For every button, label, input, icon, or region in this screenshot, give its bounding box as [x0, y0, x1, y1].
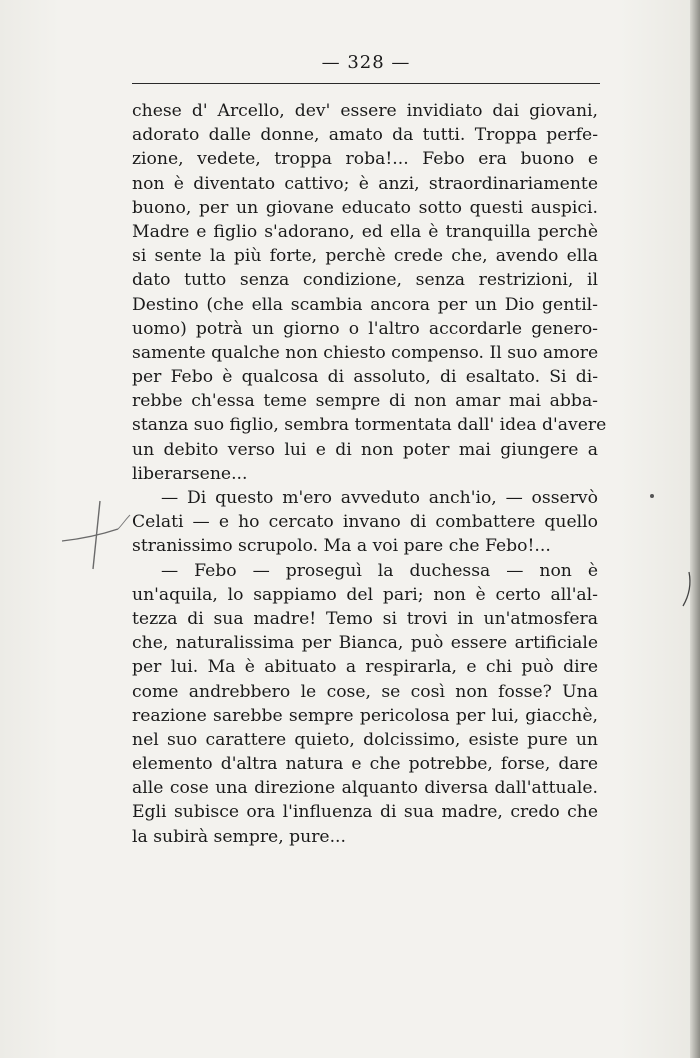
text-line: reazione sarebbe sempre pericolosa per lui, giacchè, — [132, 705, 598, 726]
text-line: Destino (che ella scambia ancora per un Dio gentil- — [132, 294, 598, 315]
text-line: — Febo — proseguì la duchessa — non è — [161, 560, 598, 581]
text-line: un'aquila, lo sappiamo del pari; non è certo all'al- — [132, 584, 598, 605]
text-line: Egli subisce ora l'influenza di sua madre, credo che — [132, 802, 598, 823]
text-line: la subirà sempre, pure... — [132, 826, 346, 847]
text-line: come andrebbero le cose, se così non fosse? Una — [132, 681, 598, 702]
text-line: non è diventato cattivo; è anzi, straordinariamente — [132, 173, 598, 194]
text-line: si sente la più forte, perchè crede che, avendo ella — [132, 246, 598, 267]
text-line: stranissimo scrupolo. Ma a voi pare che Febo!... — [132, 536, 551, 557]
text-line: zione, vedete, troppa roba!... Febo era buono e — [132, 149, 598, 170]
text-line: buono, per un giovane educato sotto questi auspici. — [132, 197, 598, 218]
text-line: dato tutto senza condizione, senza restrizioni, il — [132, 270, 598, 291]
body-text — [132, 99, 607, 849]
pencil-margin-mark — [680, 570, 694, 610]
page-edge-shadow — [690, 0, 700, 1058]
header-rule — [132, 83, 600, 84]
text-line: elemento d'altra natura e che potrebbe, forse, dare — [132, 754, 598, 775]
text-line: Madre e figlio s'adorano, ed ella è tranquilla perchè — [132, 221, 598, 242]
page-number: — 328 — — [321, 52, 411, 73]
pencil-cross-mark — [60, 495, 140, 575]
text-line: che, naturalissima per Bianca, può essere artificiale — [132, 633, 598, 654]
text-line: per lui. Ma è abituato a respirarla, e chi può dire — [132, 657, 598, 678]
ink-speck — [650, 494, 654, 498]
text-line: samente qualche non chiesto compenso. Il suo amore — [132, 342, 599, 363]
text-line: — Di questo m'ero avveduto anch'io, — osservò — [161, 488, 598, 508]
text-line: nel suo carattere quieto, dolcissimo, esiste pure un — [132, 729, 598, 750]
text-line: uomo) potrà un giorno o l'altro accordarle genero- — [132, 318, 598, 339]
text-line: stanza suo figlio, sembra tormentata dall' idea d'avere — [132, 415, 607, 436]
text-line: un debito verso lui e di non poter mai giungere a — [132, 439, 598, 460]
text-line: Celati — e ho cercato invano di combattere quello — [132, 512, 598, 533]
text-line: per Febo è qualcosa di assoluto, di esaltato. Si di- — [132, 367, 598, 388]
text-line: alle cose una direzione alquanto diversa dall'attuale. — [132, 778, 598, 799]
text-line: chese d' Arcello, dev' essere invidiato dai giovani, — [132, 101, 598, 121]
text-line: rebbe ch'essa teme sempre di non amar mai abba- — [132, 391, 598, 412]
text-line: adorato dalle donne, amato da tutti. Troppa perfe- — [132, 125, 598, 146]
text-line: liberarsene... — [132, 463, 248, 484]
text-line: tezza di sua madre! Temo si trovi in un'atmosfera — [132, 608, 598, 629]
